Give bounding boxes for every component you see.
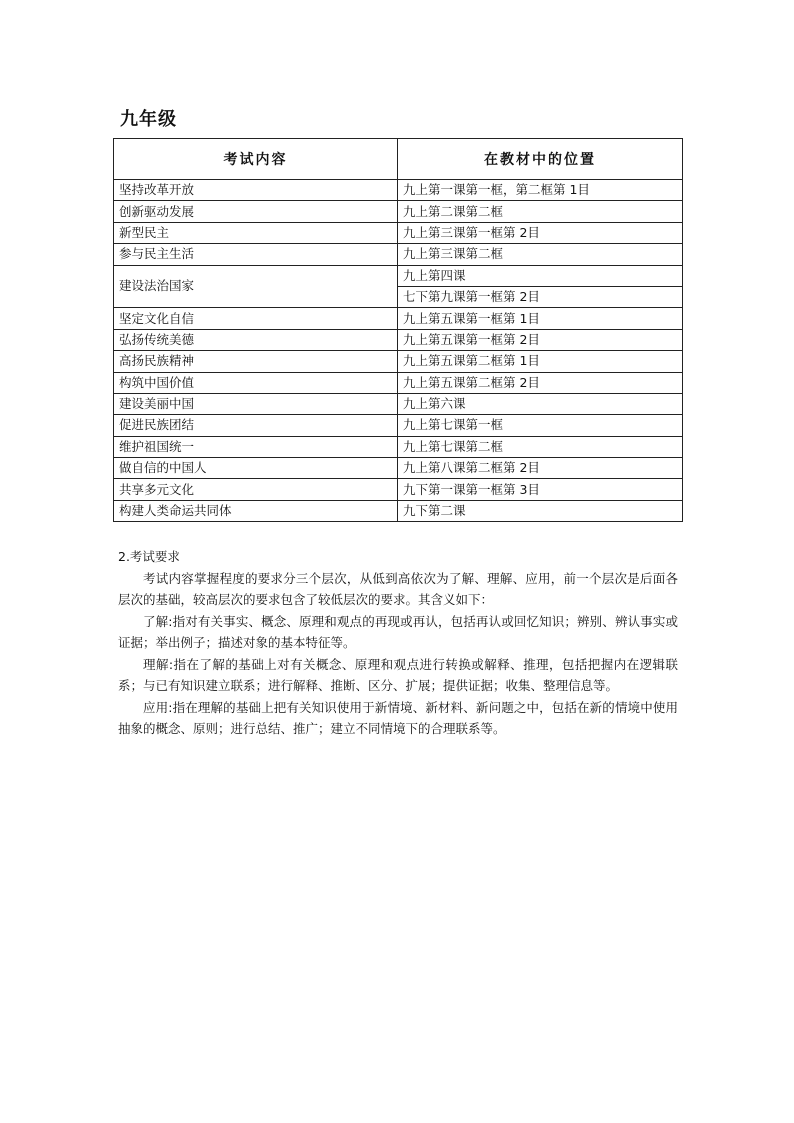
table-row: [114, 244, 683, 265]
textbook-position-cell: 九上第七课第二框: [398, 436, 683, 457]
table-row: [114, 308, 683, 329]
textbook-position-cell: 九上第八课第二框第 2目: [398, 458, 683, 479]
table-row: [114, 458, 683, 479]
table-row: [114, 372, 683, 393]
textbook-position-cell: 九上第三课第二框: [398, 244, 683, 265]
requirement-text: 指在了解的基础上对有关概念、原理和观点进行转换或解释、推理，包括把握内在逻辑联系；与已有知识建立联系；进行解释、推断、区分、扩展；提供证据；收集、整理信息等。: [118, 656, 678, 693]
column-header-content: 考试内容: [114, 139, 398, 180]
textbook-position-cell: 九上第二课第二框: [398, 201, 683, 222]
textbook-position-cell: 七下第九课第一框第 2目: [398, 286, 683, 307]
exam-content-cell: 构建人类命运共同体: [114, 500, 398, 521]
textbook-position-cell: 九上第五课第二框第 2目: [398, 372, 683, 393]
table-row: [114, 180, 683, 201]
textbook-position-cell: 九上第一课第一框，第二框第 1目: [398, 180, 683, 201]
column-header-position: 在教材中的位置: [398, 139, 683, 180]
table-row: [114, 436, 683, 457]
requirement-paragraph-comprehend: [118, 654, 678, 697]
requirement-paragraph-understand: [118, 611, 678, 654]
exam-content-cell: 创新驱动发展: [114, 201, 398, 222]
requirement-term: 了解:: [143, 613, 173, 629]
exam-content-cell: 坚持改革开放: [114, 180, 398, 201]
textbook-position-cell: 九下第二课: [398, 500, 683, 521]
exam-content-cell: 弘扬传统美德: [114, 329, 398, 350]
textbook-position-cell: 九下第一课第一框第 3目: [398, 479, 683, 500]
exam-content-cell: 促进民族团结: [114, 415, 398, 436]
intro-paragraph: 考试内容掌握程度的要求分三个层次，从低到高依次为了解、理解、应用，前一个层次是后面各层次的基础，较高层次的要求包含了较低层次的要求。其含义如下：: [118, 570, 678, 607]
table-row: [114, 393, 683, 414]
requirement-text: 指在理解的基础上把有关知识使用于新情境、新材料、新问题之中，包括在新的情境中使用抽象的概念、原则；进行总结、推广；建立不同情境下的合理联系等。: [118, 699, 678, 736]
table-row: [114, 329, 683, 350]
exam-content-cell: 高扬民族精神: [114, 351, 398, 372]
exam-content-cell: 构筑中国价值: [114, 372, 398, 393]
exam-content-cell: 坚定文化自信: [114, 308, 398, 329]
grade-heading: 九年级: [120, 109, 177, 130]
exam-content-cell: 做自信的中国人: [114, 458, 398, 479]
exam-content-cell: 维护祖国统一: [114, 436, 398, 457]
exam-requirements-section: [118, 546, 678, 740]
textbook-position-cell: 九上第五课第二框第 1目: [398, 351, 683, 372]
table-row: [114, 201, 683, 222]
exam-content-table: [113, 138, 683, 522]
textbook-position-cell: 九上第五课第一框第 2目: [398, 329, 683, 350]
section-heading: 2.考试要求: [118, 549, 180, 564]
table-row: [114, 222, 683, 243]
table-row: [114, 415, 683, 436]
exam-content-cell: 建设法治国家: [114, 265, 398, 308]
table-row: [114, 479, 683, 500]
table-row: [114, 265, 683, 286]
textbook-position-cell: 九上第六课: [398, 393, 683, 414]
table-row: [114, 351, 683, 372]
table-header-row: [114, 139, 683, 180]
requirement-text: 指对有关事实、概念、原理和观点的再现或再认，包括再认或回忆知识；辨别、辨认事实或证据；举出例子；描述对象的基本特征等。: [118, 613, 678, 650]
table-row: [114, 500, 683, 521]
exam-content-cell: 参与民主生活: [114, 244, 398, 265]
exam-content-cell: 建设美丽中国: [114, 393, 398, 414]
textbook-position-cell: 九上第三课第一框第 2目: [398, 222, 683, 243]
requirement-term: 理解:: [143, 656, 174, 672]
textbook-position-cell: 九上第七课第一框: [398, 415, 683, 436]
exam-content-cell: 共享多元文化: [114, 479, 398, 500]
requirement-term: 应用:: [143, 699, 173, 715]
exam-content-cell: 新型民主: [114, 222, 398, 243]
requirement-paragraph-apply: [118, 697, 678, 740]
textbook-position-cell: 九上第五课第一框第 1目: [398, 308, 683, 329]
textbook-position-cell: 九上第四课: [398, 265, 683, 286]
